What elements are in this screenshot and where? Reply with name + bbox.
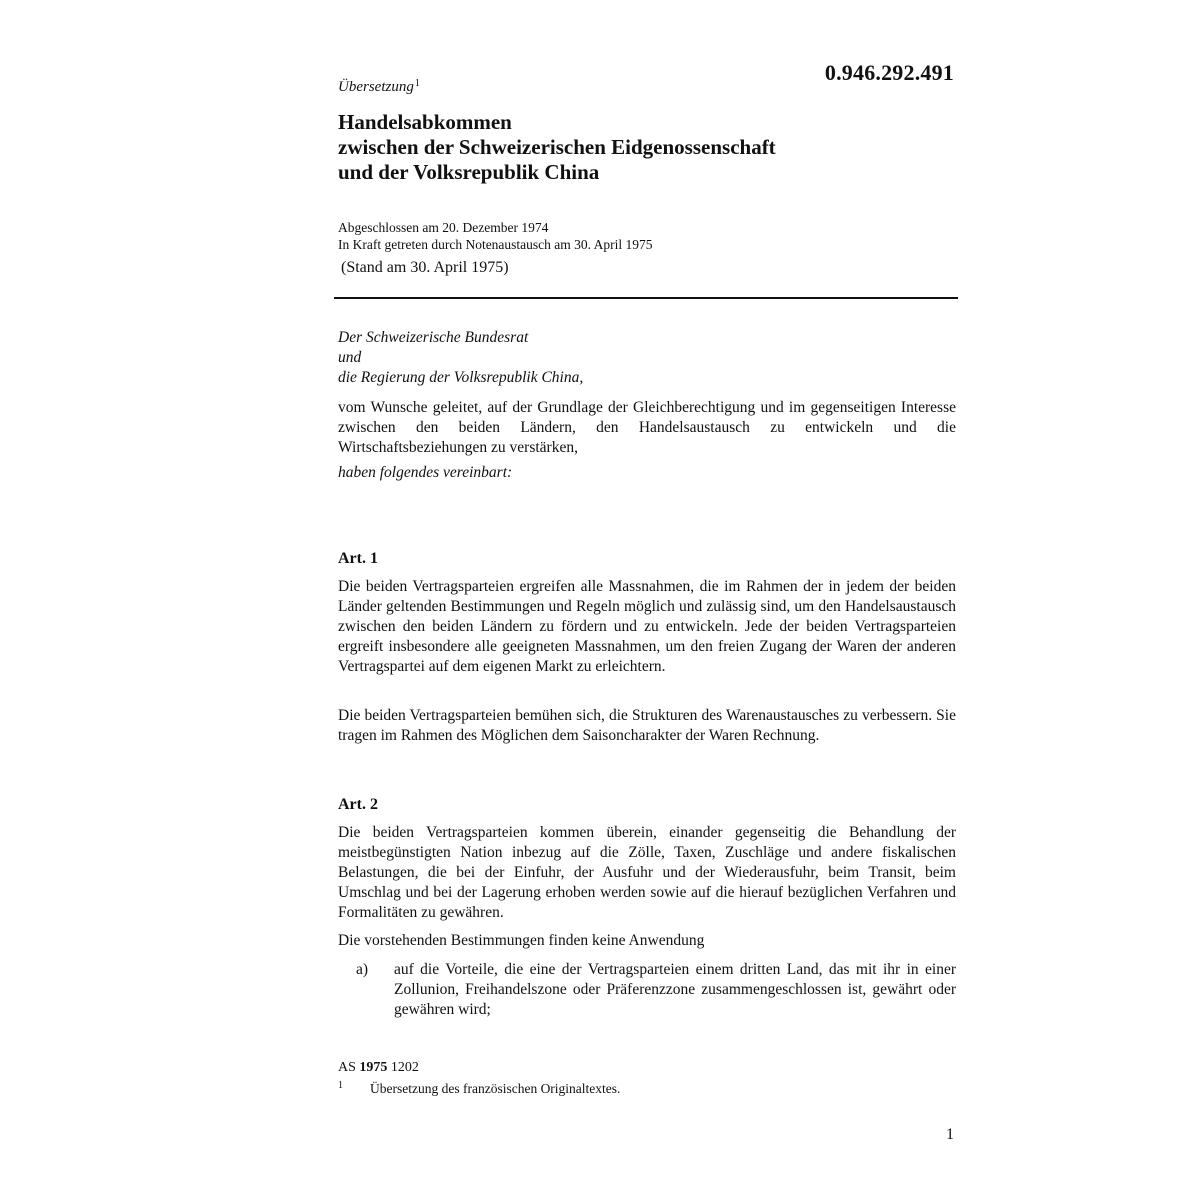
title-line-2: zwischen der Schweizerischen Eidgenossenschaft bbox=[338, 135, 776, 159]
article-1-heading: Art. 1 bbox=[338, 550, 378, 567]
title-line-1: Handelsabkommen bbox=[338, 110, 512, 134]
status-date: (Stand am 30. April 1975) bbox=[341, 259, 509, 276]
sr-number: 0.946.292.491 bbox=[824, 60, 954, 85]
article-1-paragraph-2: Die beiden Vertragsparteien bemühen sich, die Strukturen des Warenaustausches zu verbessern. Sie tragen im Rahmen des Möglichen dem Saisoncharakter der Waren Rechnung. bbox=[338, 707, 956, 744]
article-2-paragraph-2: Die vorstehenden Bestimmungen finden keine Anwendung bbox=[338, 932, 705, 949]
contracting-parties bbox=[338, 328, 583, 388]
list-item-text: auf die Vorteile, die eine der Vertragsparteien einem dritten Land, das mit ihr in einer Zollunion, Freihandelszone oder Präferenzzone zusammengeschlossen ist, gewährt oder gewähren wird; bbox=[394, 961, 956, 1018]
as-page: 1202 bbox=[390, 1060, 419, 1075]
preamble-text: vom Wunsche geleitet, auf der Grundlage der Gleichberechtigung und im gegenseitigen Interesse zwischen den beiden Ländern, den Handelsaustausch zu entwickeln und die Wirtschaftsbeziehungen zu verstärken, bbox=[338, 399, 956, 456]
party-china: die Regierung der Volksrepublik China, bbox=[338, 369, 584, 386]
article-2-paragraph-1: Die beiden Vertragsparteien kommen überein, einander gegenseitig die Behandlung der meistbegünstigten Nation inbezug auf die Zölle, Taxen, Zuschläge und andere fiskalischen Belastungen, die bei der Einfuhr, der Ausfuhr und der Wiederausfuhr, beim Transit, beim Umschlag und bei der Lagerung erhoben werden sowie auf die hierauf bezüglichen Verfahren und Formalitäten zu gewähren. bbox=[338, 824, 956, 921]
in-force-date: In Kraft getreten durch Notenaustausch am 30. April 1975 bbox=[338, 237, 653, 252]
footnote-reference[interactable]: 1 bbox=[414, 78, 420, 89]
agreed-clause: haben folgendes vereinbart: bbox=[338, 464, 513, 481]
as-prefix: AS bbox=[338, 1060, 356, 1075]
official-collection-reference bbox=[338, 1059, 419, 1077]
party-conjunction: und bbox=[338, 349, 362, 366]
footnote-number: 1 bbox=[338, 1080, 343, 1091]
document-meta bbox=[338, 219, 653, 253]
document-title bbox=[338, 110, 958, 185]
party-switzerland: Der Schweizerische Bundesrat bbox=[338, 329, 529, 346]
as-year: 1975 bbox=[359, 1060, 388, 1075]
header-divider bbox=[334, 297, 958, 299]
article-2-heading: Art. 2 bbox=[338, 796, 378, 813]
list-marker: a) bbox=[356, 961, 369, 978]
list-item bbox=[356, 960, 956, 1020]
page-number: 1 bbox=[946, 1126, 954, 1143]
concluded-date: Abgeschlossen am 20. Dezember 1974 bbox=[338, 220, 549, 235]
title-line-3: und der Volksrepublik China bbox=[338, 160, 600, 184]
article-1-paragraph-1: Die beiden Vertragsparteien ergreifen alle Massnahmen, die im Rahmen der in jedem der beiden Länder geltenden Bestimmungen und Regeln möglich und zulässig sind, um den Handelsaustausch zwischen den beiden Ländern zu fördern und zu entwickeln. Jede der beiden Vertragsparteien ergreift insbesondere alle geeigneten Massnahmen, um den freien Zugang der Waren der anderen Vertragspartei auf dem eigenen Markt zu erleichtern. bbox=[338, 578, 956, 675]
translation-label bbox=[338, 74, 420, 97]
footnote-text: Übersetzung des französischen Originaltextes. bbox=[370, 1081, 621, 1096]
translation-label-text: Übersetzung bbox=[338, 79, 414, 95]
footnote bbox=[338, 1080, 620, 1098]
